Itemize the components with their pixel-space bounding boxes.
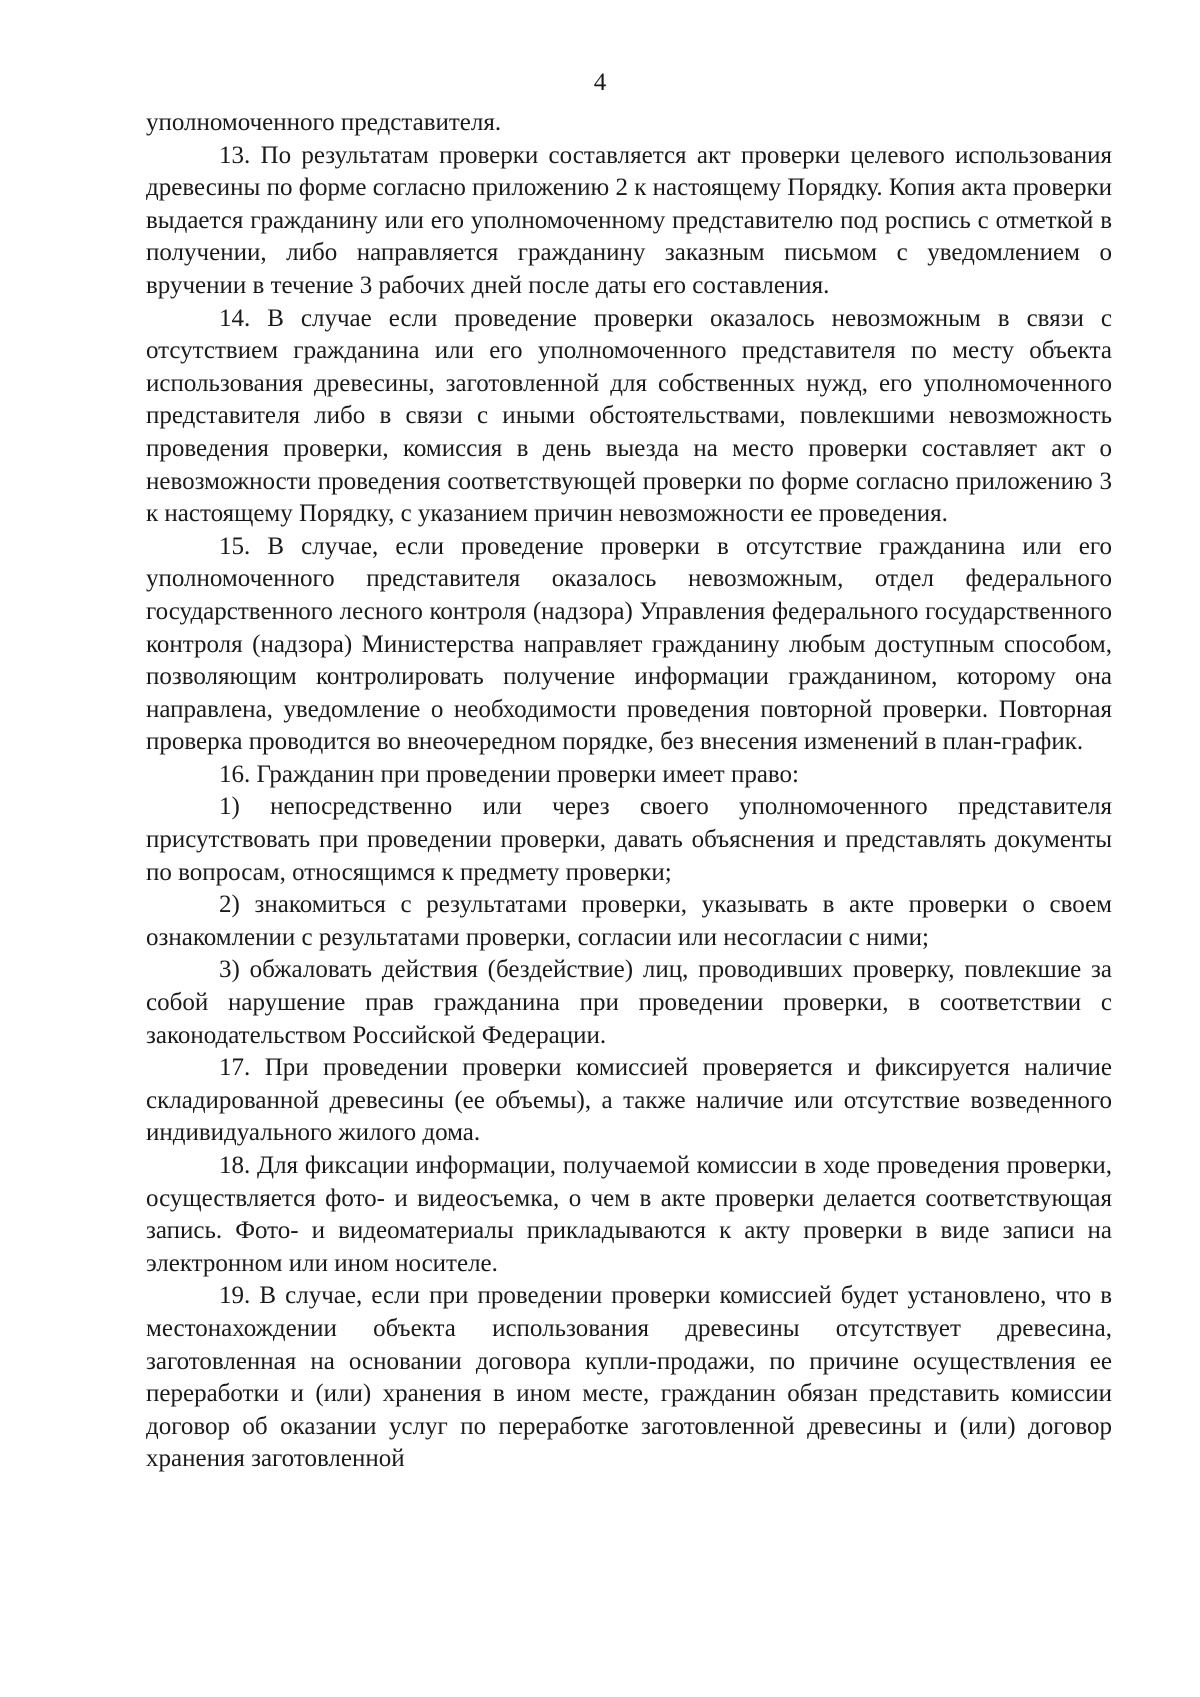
paragraph-16-item-1: 1) непосредственно или через своего уполномоченного представителя присутствовать при проведении проверки, давать объяснения и представлять документы по вопросам, относящимся к предмету проверки; bbox=[146, 793, 1112, 886]
paragraph-17: 17. При проведении проверки комиссией проверяется и фиксируется наличие складированной древесины (ее объемы), а также наличие или отсутствие возведенного индивидуального жилого дома. bbox=[146, 1054, 1112, 1147]
paragraph-16: 16. Гражданин при проведении проверки имеет право: bbox=[219, 760, 799, 788]
paragraph-15: 15. В случае, если проведение проверки в отсутствие гражданина или его уполномоченного представителя оказалось невозможным, отдел федерального государственного лесного контроля (надзора) Управления федерального государственного контроля (надзора) Министерства направляет гражданину любым доступным способом, позволяющим контролировать получение информации гражданином, которому она направлена, уведомление о необходимости проведения повторной проверки. Повторная проверка проводится во внеочередном порядке, без внесения изменений в план-график. bbox=[146, 532, 1112, 756]
paragraph-14: 14. В случае если проведение проверки оказалось невозможным в связи с отсутствием гражданина или его уполномоченного представителя по месту объекта использования древесины, заготовленной для собственных нужд, его уполномоченного представителя либо в связи с иными обстоятельствами, повлекшими невозможность проведения проверки, комиссия в день выезда на место проверки составляет акт о невозможности проведения соответствующей проверки по форме согласно приложению 3 к настоящему Порядку, с указанием причин невозможности ее проведения. bbox=[146, 304, 1112, 528]
page-number: 4 bbox=[593, 69, 607, 96]
paragraph-18: 18. Для фиксации информации, получаемой комиссии в ходе проведения проверки, осуществляется фото- и видеосъемка, о чем в акте проверки делается соответствующая запись. Фото- и видеоматериалы прикладываются к акту проверки в виде записи на электронном или ином носителе. bbox=[146, 1152, 1112, 1277]
paragraph-continuation: уполномоченного представителя. bbox=[146, 109, 502, 136]
paragraph-13: 13. По результатам проверки составляется акт проверки целевого использования древесины по форме согласно приложению 2 к настоящему Порядку. Копия акта проверки выдается гражданину или его уполномоченному представителю под роспись с отметкой в получении, либо направляется гражданину заказным письмом с уведомлением о вручении в течение 3 рабочих дней после даты его составления. bbox=[146, 141, 1112, 299]
paragraph-16-item-3: 3) обжаловать действия (бездействие) лиц, проводивших проверку, повлекшие за собой нарушение прав гражданина при проведении проверки, в соответствии с законодательством Российской Федерации. bbox=[146, 956, 1112, 1049]
document-body bbox=[146, 107, 1112, 1476]
paragraph-16-item-2: 2) знакомиться с результатами проверки, указывать в акте проверки о своем ознакомлении с результатами проверки, согласии или несогласии с ними; bbox=[146, 891, 1112, 951]
paragraph-19: 19. В случае, если при проведении проверки комиссией будет установлено, что в местонахождении объекта использования древесины отсутствует древесина, заготовленная на основании договора купли-продажи, по причине осуществления ее переработки и (или) хранения в ином месте, гражданин обязан представить комиссии договор об оказании услуг по переработке заготовленной древесины и (или) договор хранения заготовленной bbox=[146, 1282, 1112, 1473]
